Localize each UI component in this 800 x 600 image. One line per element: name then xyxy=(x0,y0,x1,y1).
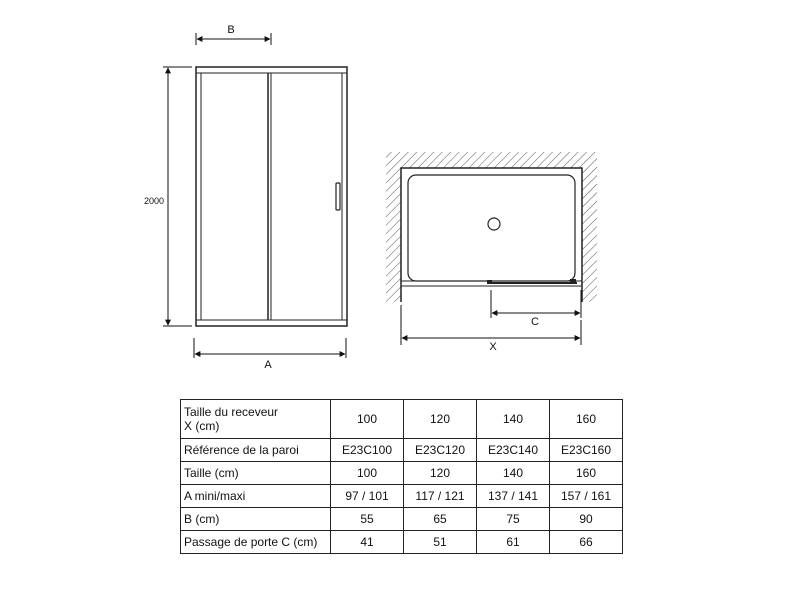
dim-label-height: 2000 xyxy=(144,196,165,206)
table-cell: 100 xyxy=(331,400,404,439)
table-cell: 100 xyxy=(331,462,404,485)
row-label: Taille (cm) xyxy=(181,462,331,485)
row-label: Passage de porte C (cm) xyxy=(181,531,331,554)
table-cell: 41 xyxy=(331,531,404,554)
table-row xyxy=(181,439,623,462)
table-cell: 120 xyxy=(404,400,477,439)
table-cell: 65 xyxy=(404,508,477,531)
dim-label-c: C xyxy=(531,316,539,328)
row-label: A mini/maxi xyxy=(181,485,331,508)
table-cell: E23C160 xyxy=(550,439,623,462)
table-cell: 97 / 101 xyxy=(331,485,404,508)
table-cell: 137 / 141 xyxy=(477,485,550,508)
row-label: Taille du receveur X (cm) xyxy=(181,400,331,439)
plan-view xyxy=(386,152,597,353)
dimensions-table xyxy=(180,399,623,554)
front-view xyxy=(144,24,347,371)
shower-tray xyxy=(408,175,575,281)
row-label: B (cm) xyxy=(181,508,331,531)
table-cell: 55 xyxy=(331,508,404,531)
dim-label-a: A xyxy=(264,359,272,371)
table-cell: 51 xyxy=(404,531,477,554)
dim-label-b: B xyxy=(227,24,235,36)
table-cell: 140 xyxy=(477,462,550,485)
table-cell: E23C100 xyxy=(331,439,404,462)
table-cell: 140 xyxy=(477,400,550,439)
drain-icon xyxy=(488,218,500,230)
table-cell: 66 xyxy=(550,531,623,554)
table-row xyxy=(181,508,623,531)
dim-label-x: X xyxy=(489,341,497,353)
table-cell: E23C120 xyxy=(404,439,477,462)
door-handle xyxy=(336,183,340,210)
table-cell: 120 xyxy=(404,462,477,485)
table-cell: E23C140 xyxy=(477,439,550,462)
table-cell: 90 xyxy=(550,508,623,531)
table-cell: 157 / 161 xyxy=(550,485,623,508)
table-cell: 160 xyxy=(550,400,623,439)
table-cell: 117 / 121 xyxy=(404,485,477,508)
row-label: Référence de la paroi xyxy=(181,439,331,462)
table-cell: 61 xyxy=(477,531,550,554)
table-row xyxy=(181,485,623,508)
table-row xyxy=(181,462,623,485)
table-row xyxy=(181,531,623,554)
table-row xyxy=(181,400,623,439)
table-cell: 75 xyxy=(477,508,550,531)
table-cell: 160 xyxy=(550,462,623,485)
